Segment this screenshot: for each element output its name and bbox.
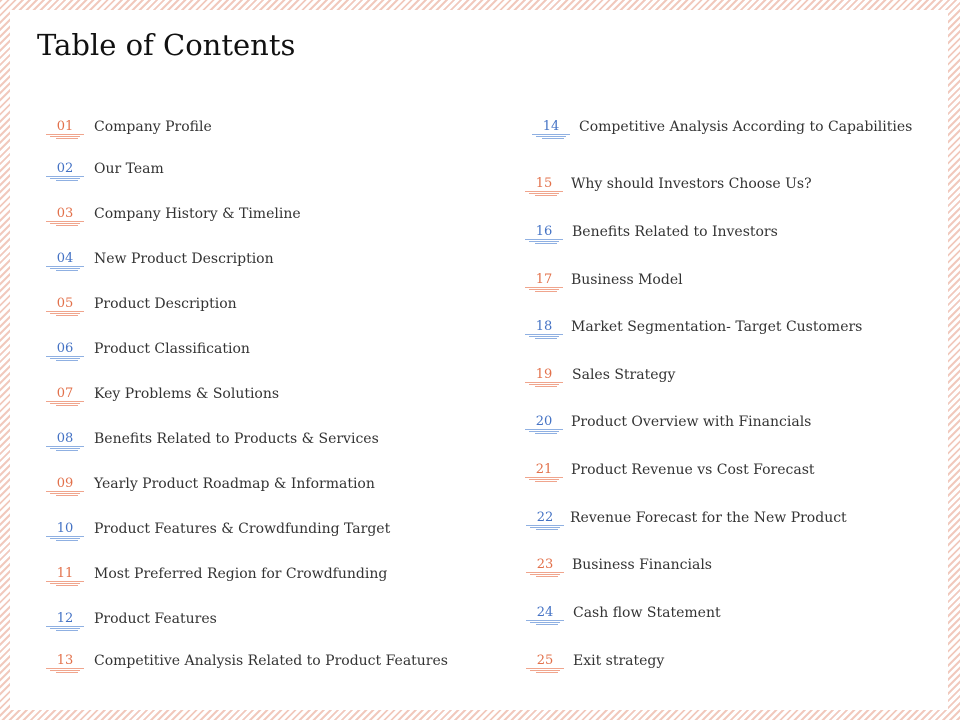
toc-item-number: 19	[535, 367, 553, 382]
number-underline-decoration	[525, 477, 563, 483]
toc-item-label: Why should Investors Choose Us?	[571, 176, 812, 192]
number-underline-decoration	[46, 536, 84, 542]
toc-item-label: Company History & Timeline	[94, 206, 301, 222]
number-underline-decoration	[525, 429, 563, 435]
slide	[10, 10, 948, 710]
number-underline-decoration	[46, 176, 84, 182]
number-underline-decoration	[525, 191, 563, 197]
toc-item-number: 17	[535, 272, 553, 287]
number-underline-decoration	[526, 668, 564, 674]
toc-item-number: 20	[535, 414, 553, 429]
toc-item-number: 05	[56, 296, 74, 311]
toc-item-label: Benefits Related to Investors	[572, 224, 778, 240]
number-underline-decoration	[46, 311, 84, 317]
toc-item-number: 11	[56, 566, 74, 581]
number-underline-decoration	[46, 356, 84, 362]
toc-item-number: 08	[56, 431, 74, 446]
toc-item-label: New Product Description	[94, 251, 274, 267]
toc-item-number: 25	[536, 653, 554, 668]
toc-item-number: 22	[536, 510, 554, 525]
toc-item-number: 16	[535, 224, 553, 239]
toc-item-number: 09	[56, 476, 74, 491]
toc-item-number: 02	[56, 161, 74, 176]
toc-item-number: 21	[535, 462, 553, 477]
toc-item-label: Exit strategy	[573, 653, 665, 669]
number-underline-decoration	[46, 221, 84, 227]
number-underline-decoration	[526, 620, 564, 626]
number-underline-decoration	[526, 525, 564, 531]
toc-item-number: 01	[56, 119, 74, 134]
toc-item-number: 06	[56, 341, 74, 356]
number-underline-decoration	[532, 134, 570, 140]
toc-item-label: Market Segmentation- Target Customers	[571, 319, 863, 335]
toc-item-label: Revenue Forecast for the New Product	[570, 510, 847, 526]
toc-item-label: Competitive Analysis According to Capabilities	[579, 119, 913, 135]
toc-item-number: 12	[56, 611, 74, 626]
page-title: Table of Contents	[37, 28, 296, 62]
number-underline-decoration	[46, 266, 84, 272]
toc-item-label: Product Features & Crowdfunding Target	[94, 521, 391, 537]
toc-item-number: 04	[56, 251, 74, 266]
toc-item-label: Business Model	[571, 272, 683, 288]
toc-item-label: Key Problems & Solutions	[94, 386, 280, 402]
number-underline-decoration	[525, 334, 563, 340]
toc-item-label: Yearly Product Roadmap & Information	[94, 476, 375, 492]
number-underline-decoration	[46, 626, 84, 632]
toc-item-number: 18	[535, 319, 553, 334]
toc-item-label: Our Team	[94, 161, 164, 177]
toc-item-number: 03	[56, 206, 74, 221]
toc-item-number: 10	[56, 521, 74, 536]
number-underline-decoration	[46, 668, 84, 674]
number-underline-decoration	[46, 134, 84, 140]
toc-item-number: 13	[56, 653, 74, 668]
toc-item-number: 07	[56, 386, 74, 401]
number-underline-decoration	[526, 572, 564, 578]
number-underline-decoration	[525, 287, 563, 293]
toc-item-label: Business Financials	[572, 557, 712, 573]
toc-item-label: Product Description	[94, 296, 237, 312]
toc-item-number: 14	[542, 119, 560, 134]
number-underline-decoration	[525, 239, 563, 245]
number-underline-decoration	[46, 401, 84, 407]
number-underline-decoration	[46, 491, 84, 497]
number-underline-decoration	[46, 581, 84, 587]
toc-item-label: Company Profile	[94, 119, 212, 135]
toc-item-label: Competitive Analysis Related to Product Features	[94, 653, 448, 669]
toc-item-label: Sales Strategy	[572, 367, 676, 383]
toc-item-number: 15	[535, 176, 553, 191]
number-underline-decoration	[525, 382, 563, 388]
toc-item-label: Product Overview with Financials	[571, 414, 812, 430]
toc-item-label: Product Revenue vs Cost Forecast	[571, 462, 815, 478]
toc-item-label: Product Features	[94, 611, 217, 627]
toc-item-label: Benefits Related to Products & Services	[94, 431, 379, 447]
toc-item-number: 24	[536, 605, 554, 620]
toc-item-label: Most Preferred Region for Crowdfunding	[94, 566, 388, 582]
toc-item-number: 23	[536, 557, 554, 572]
toc-item-label: Product Classification	[94, 341, 250, 357]
toc-item-label: Cash flow Statement	[573, 605, 721, 621]
number-underline-decoration	[46, 446, 84, 452]
